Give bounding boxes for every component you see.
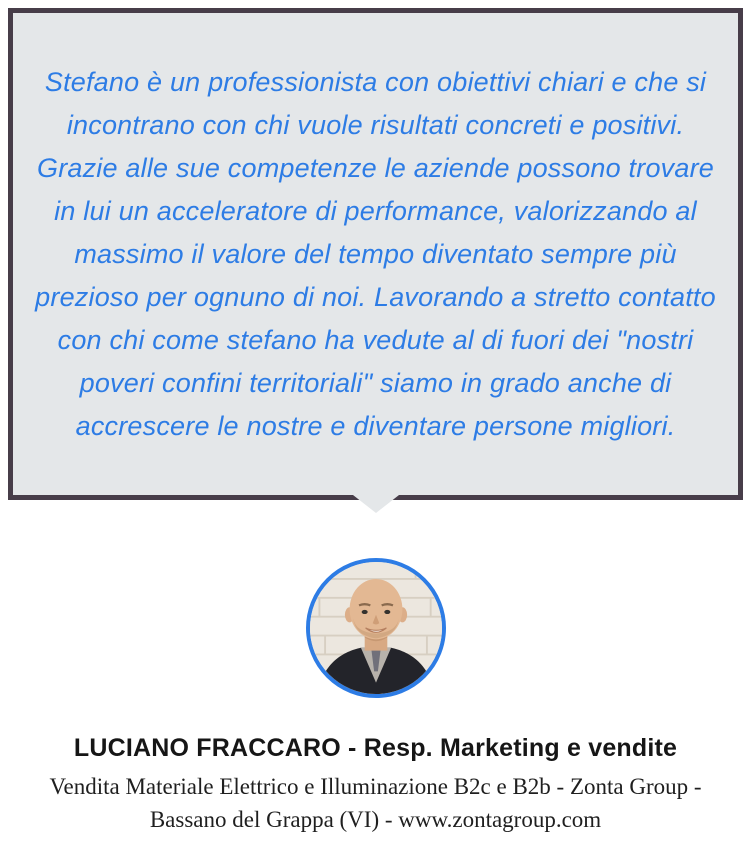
right-eye: [384, 610, 390, 614]
author-name: LUCIANO FRACCARO - Resp. Marketing e vendite: [73, 734, 678, 762]
author-description: Vendita Materiale Elettrico e Illuminazione B2c e B2b - Zonta Group - Bassano del Grappa (VI) - www.zontagroup.com: [49, 774, 702, 832]
avatar-photo: [310, 562, 442, 694]
speech-bubble-tail: [353, 495, 399, 513]
right-eyebrow: [381, 604, 392, 605]
testimonial-quote-box: [8, 8, 743, 500]
left-eye: [361, 610, 367, 614]
left-eyebrow: [359, 604, 370, 605]
testimonial-quote-text: Stefano è un professionista con obiettivi chiari e che si incontrano con chi vuole risultati concreti e positivi. Grazie alle sue competenze le aziende possono trovare in lui un acceleratore di performance, valorizzando al massimo il valore del tempo diventato sempre più prezioso per ognuno di noi. Lavorando a stretto contatto con chi come stefano ha vedute al di fuori dei "nostri poveri confini territoriali" siamo in grado anche di accrescere le nostre e diventare persone migliori.: [35, 66, 716, 441]
avatar: [306, 558, 446, 698]
